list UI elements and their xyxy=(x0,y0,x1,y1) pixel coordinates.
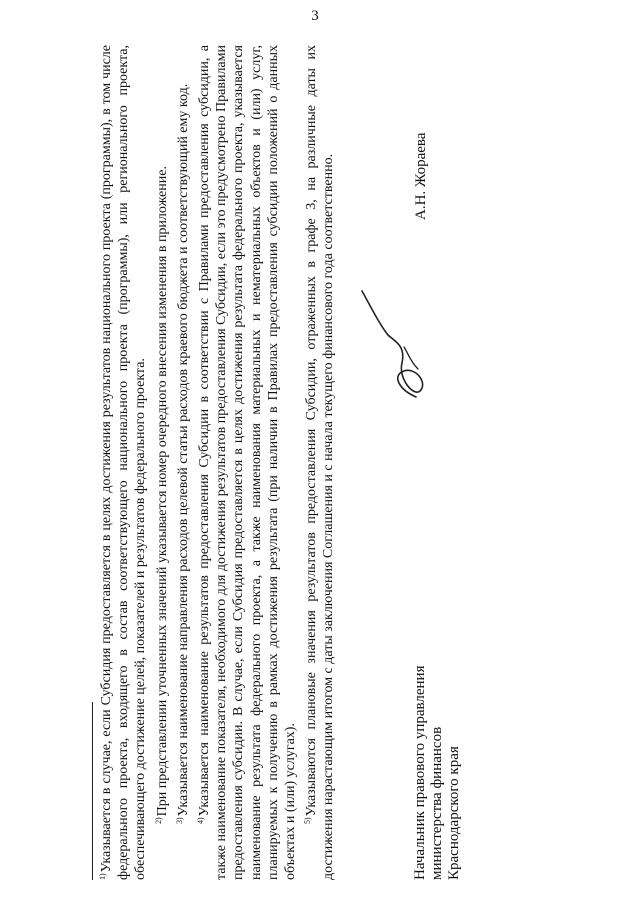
footnote-text: Указывается наименование направления расходов целевой статьи расходов краевого бюджета и соответствующий ему код. xyxy=(175,83,191,817)
signer-title xyxy=(412,666,463,880)
handwritten-signature xyxy=(358,285,438,405)
signer-name: А.Н. Жораева xyxy=(413,132,429,220)
footnote-mark: 5) xyxy=(303,817,313,824)
signature-block xyxy=(412,45,472,880)
footnote-mark: 4) xyxy=(196,817,206,824)
footnote-mark: 1) xyxy=(98,873,107,880)
signer-title-line: Краснодарского края xyxy=(446,746,462,880)
footnotes xyxy=(94,45,338,880)
footnote-4 xyxy=(192,45,299,880)
signer-title-line: Начальник правового управления xyxy=(412,665,428,880)
signer-title-line: министерства финансов xyxy=(429,726,445,880)
footnote-text: Указывается наименование результатов предоставления Субсидии в соответствии с Правилами предоставления субсидии, а также наименование показателя, необходимого для достижения результатов предоставления Субсидии, если это предусмотрено Правилами предоставления субсидии. В случае, если Субсидия предоставляется в целях достижения результата федерального проекта, указывается наименование результата федерального проекта, а также наименования материальных и нематериальных объектов и (или) услуг, планируемых к получению в рамках достижения результата (при наличии в Правилах предоставления субсидии положений о данных объектах и (или) услугах). xyxy=(197,45,299,880)
footnote-1 xyxy=(94,45,150,880)
footnote-5 xyxy=(299,45,337,880)
footnote-2 xyxy=(150,45,171,880)
footnote-text: Указываются плановые значения результатов предоставления Субсидии, отраженных в графе 3, на различные даты их достижения нарастающим итогом с даты заключения Соглашения и с начала текущего финансового года соответственно. xyxy=(304,45,337,880)
footnote-mark: 2) xyxy=(153,817,163,824)
page-number: 3 xyxy=(311,8,319,24)
footnote-3 xyxy=(171,45,192,880)
footnote-mark: 3) xyxy=(174,817,184,824)
footnote-text: Указывается в случае, если Субсидия предоставляется в целях достижения результатов национального проекта (программы), в том числе федерального проекта, входящего в состав соответствующего национального проекта (программы), или регионального проекта, обеспечивающего достижение целей, показателей и результатов федерального проекта. xyxy=(99,45,149,880)
rotated-content xyxy=(90,45,470,880)
footnote-separator xyxy=(92,702,93,880)
footnote-text: При представлении уточненных значений указывается номер очередного внесения изменения в приложение. xyxy=(154,166,170,817)
